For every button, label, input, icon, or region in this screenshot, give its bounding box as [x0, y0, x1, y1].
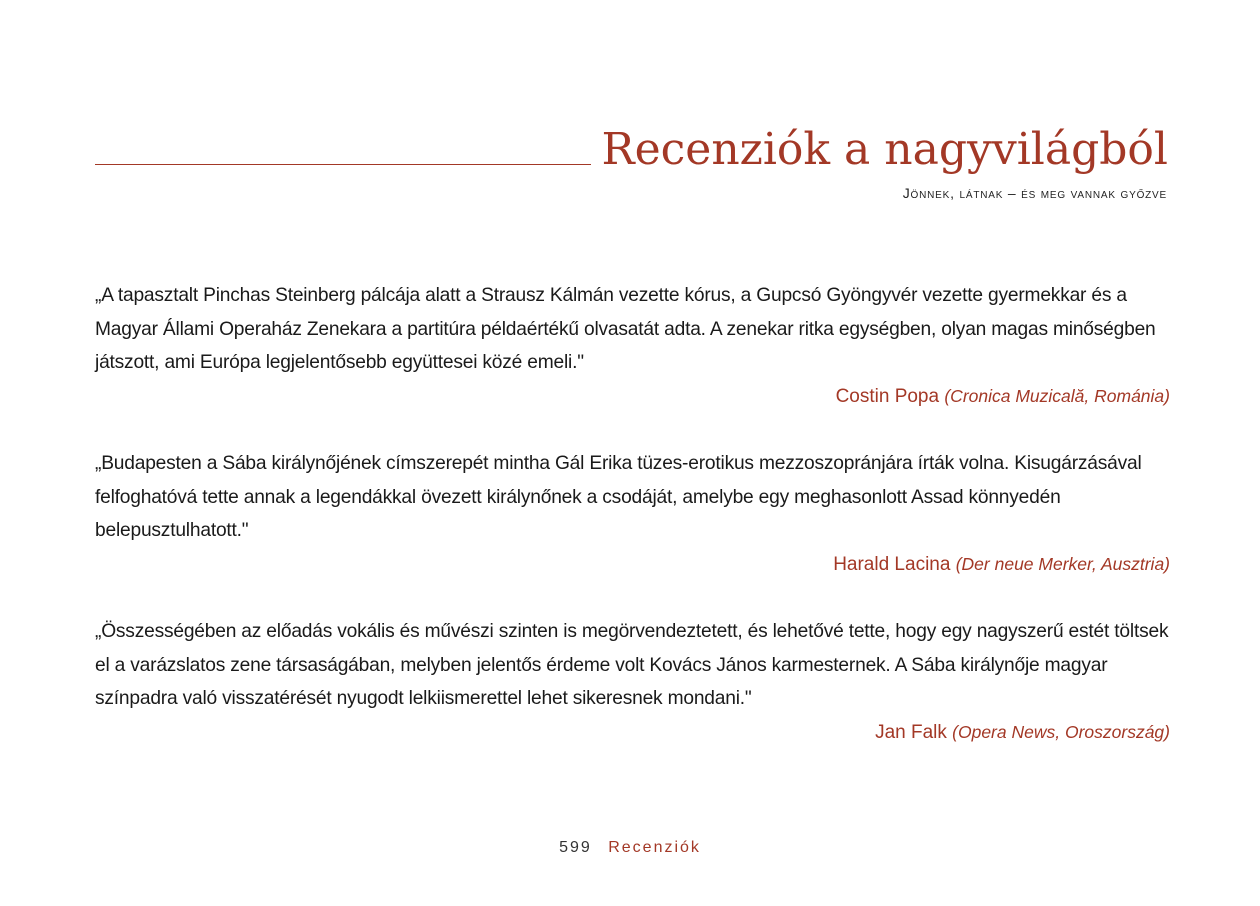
review-attribution	[95, 716, 1170, 749]
page-footer	[0, 836, 1260, 860]
footer-section-title: Recenziók	[608, 839, 701, 856]
page-title: Recenziók a nagyvilágból	[601, 124, 1168, 175]
review-author: Jan Falk	[875, 721, 947, 743]
review-attribution	[95, 380, 1170, 413]
review-attribution	[95, 548, 1170, 581]
review-item	[95, 615, 1170, 749]
review-quote: „A tapasztalt Pinchas Steinberg pálcája alatt a Strausz Kálmán vezette kórus, a Gupcsó Gyöngyvér vezette gyermekkar és a Magyar Állami Operaház Zenekara a partitúra példaértékű olvasatát adta. A zenekar ritka egységben, olyan magas minőségben játszott, ami Európa legjelentősebb együttesei közé emeli."	[95, 285, 1156, 373]
review-item	[95, 279, 1170, 413]
review-quote: „Összességében az előadás vokális és művészi szinten is megörvendeztetett, és lehetővé tette, hogy egy nagyszerű estét töltsek el a varázslatos zene társaságában, melyben jelentős érdeme volt Kovács János karmesternek. A Sába királynője magyar színpadra való visszatérését nyugodt lelkiismerettel lehet sikeresnek mondani."	[95, 621, 1169, 709]
page-number: 599	[559, 839, 592, 856]
review-author: Harald Lacina	[833, 553, 951, 575]
header-rule	[95, 164, 591, 165]
page-subtitle: Jönnek, látnak – és meg vannak győzve	[902, 185, 1167, 201]
review-author: Costin Popa	[835, 385, 940, 407]
review-item	[95, 447, 1170, 581]
review-quote: „Budapesten a Sába királynőjének címszerepét mintha Gál Erika tüzes-erotikus mezzoszopránjára írták volna. Kisugárzásával felfoghatóvá tette annak a legendákkal övezett királynőnek a csodáját, amelybe egy meghasonlott Assad könnyedén belepusztulhatott."	[95, 453, 1142, 541]
review-source: (Opera News, Oroszország)	[952, 721, 1170, 742]
review-source: (Cronica Muzicală, Románia)	[944, 385, 1170, 406]
review-source: (Der neue Merker, Ausztria)	[955, 553, 1170, 574]
